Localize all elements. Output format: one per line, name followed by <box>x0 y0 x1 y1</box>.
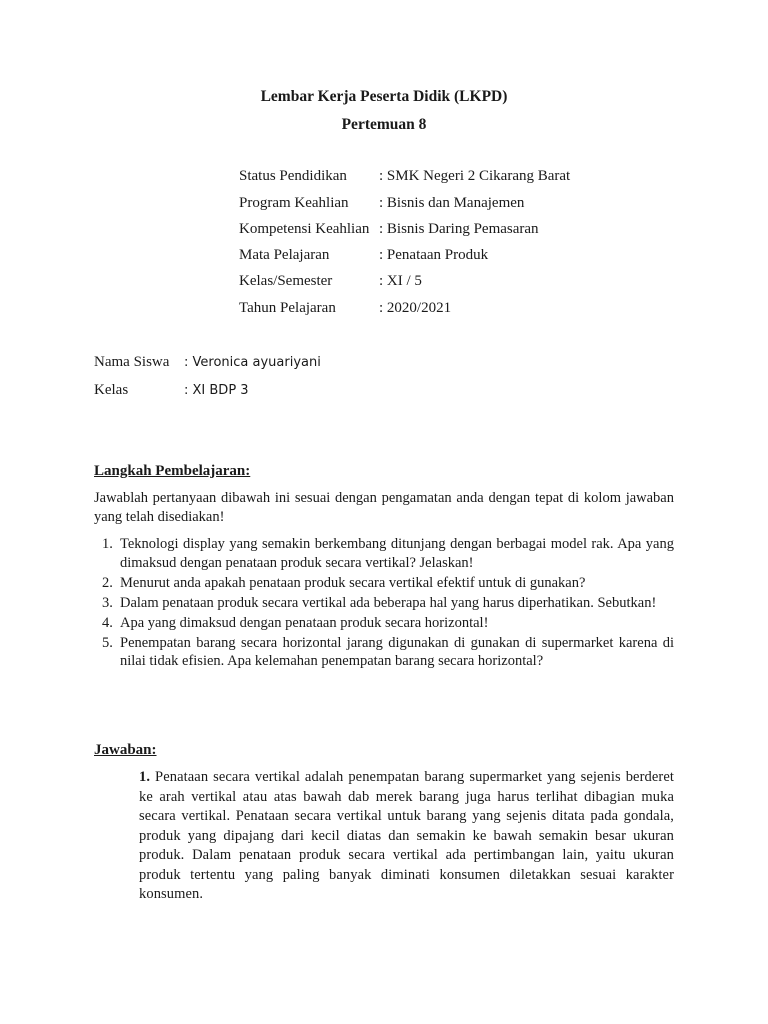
info-label: Kompetensi Keahlian <box>239 221 370 237</box>
document-subtitle: Pertemuan 8 <box>341 116 427 133</box>
question-text: Apa yang dimaksud dengan penataan produk secara horizontal! <box>120 614 489 631</box>
info-label: Kelas/Semester <box>239 273 333 289</box>
student-class-value: : XI BDP 3 <box>184 383 249 398</box>
info-value: : XI / 5 <box>379 273 422 289</box>
info-label: Tahun Pelajaran <box>239 300 336 316</box>
question-text: Teknologi display yang semakin berkembang ditunjang dengan berbagai model rak. Apa yang dimaksud dengan penataan produk secara vertikal? Jelaskan! <box>120 536 674 571</box>
info-row-kompetensi <box>239 221 539 238</box>
question-number: 5. <box>102 634 113 651</box>
question-number: 4. <box>102 614 113 631</box>
question-number: 2. <box>102 574 113 591</box>
info-row-mapel <box>239 247 488 264</box>
info-value: : SMK Negeri 2 Cikarang Barat <box>379 168 571 184</box>
student-name-value: : Veronica ayuariyani <box>184 355 321 370</box>
list-item <box>94 574 674 593</box>
steps-instruction: Jawablah pertanyaan dibawah ini sesuai dengan pengamatan anda dengan tepat di kolom jawaban yang telah disediakan! <box>94 490 674 525</box>
info-value: : 2020/2021 <box>379 300 452 316</box>
student-name-label: Nama Siswa <box>94 354 170 370</box>
question-text: Menurut anda apakah penataan produk secara vertikal efektif untuk di gunakan? <box>120 574 586 591</box>
student-class-row <box>94 382 249 399</box>
student-class-label: Kelas <box>94 382 129 398</box>
list-item <box>94 535 674 572</box>
answers-heading: Jawaban: <box>94 742 157 758</box>
info-value: : Penataan Produk <box>379 247 489 263</box>
list-item <box>94 614 674 633</box>
question-number: 1. <box>102 536 113 552</box>
question-list <box>94 535 674 672</box>
question-text: Penempatan barang secara horizontal jarang digunakan di gunakan di supermarket karena di nilai tidak efisien. Apa kelemahan penempatan barang secara horizontal? <box>120 634 674 669</box>
info-row-kelas-semester <box>239 273 422 290</box>
student-name-row <box>94 354 321 371</box>
answer-item <box>139 768 674 905</box>
document-title: Lembar Kerja Peserta Didik (LKPD) <box>260 88 508 105</box>
info-value: : Bisnis Daring Pemasaran <box>379 221 539 237</box>
answer-text: Penataan secara vertikal adalah penempatan barang supermarket yang sejenis berderet ke arah vertikal atau atas bawah dab merek barang juga harus terlihat dibagian muka secara vertikal. Penataan secara vertikal untuk barang yang sejenis ditata pada gondala, produk yang dipajang dari kecil diatas dan semakin ke bawah semakin besar ukuran produk. Dalam penataan produk secara vertikal ada pertimbangan lain, yaitu ukuran produk tertentu yang paling banyak diminati konsumen diletakkan sesuai karakter konsumen. <box>139 769 674 902</box>
question-text: Dalam penataan produk secara vertikal ada beberapa hal yang harus diperhatikan. Sebutkan! <box>120 594 657 611</box>
info-value: : Bisnis dan Manajemen <box>379 195 525 211</box>
question-number: 3. <box>102 594 113 611</box>
info-label: Status Pendidikan <box>239 168 347 184</box>
info-row-program <box>239 195 524 212</box>
info-label: Mata Pelajaran <box>239 247 330 263</box>
info-row-status <box>239 168 570 185</box>
list-item <box>94 594 674 613</box>
info-label: Program Keahlian <box>239 195 349 211</box>
info-row-tahun <box>239 300 451 317</box>
answer-number: 1. <box>139 769 151 785</box>
steps-heading: Langkah Pembelajaran: <box>94 463 251 479</box>
list-item <box>94 634 674 671</box>
